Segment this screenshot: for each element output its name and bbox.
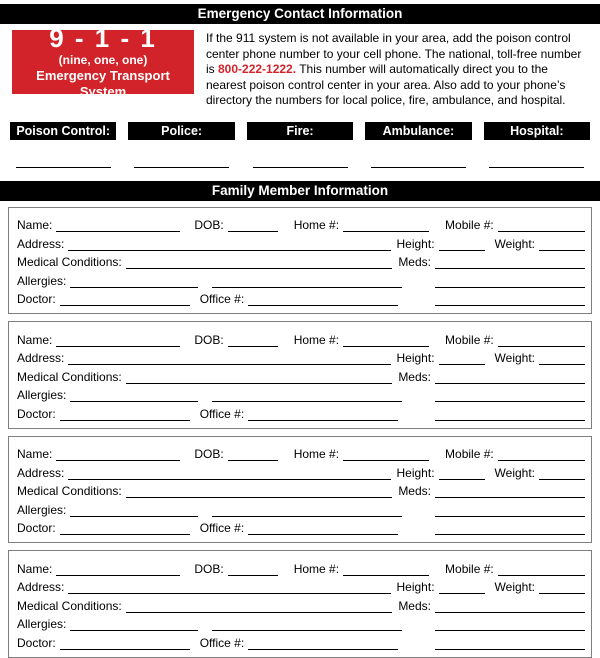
- fire-write-in-line: [253, 166, 348, 168]
- address-write-in-line: [68, 581, 390, 594]
- mobile-phone-write-in-line: [498, 563, 585, 576]
- address-label: Address:: [17, 351, 65, 366]
- meds-continuation-line-2: [435, 408, 585, 421]
- mobile-phone-label: Mobile #:: [445, 218, 494, 233]
- emergency-contact-title: Emergency Contact Information: [197, 6, 403, 21]
- member-row-name-dob-phones: [17, 557, 585, 576]
- office-phone-write-in-line: [248, 408, 398, 421]
- weight-write-in-line: [539, 467, 585, 480]
- mobile-phone-label: Mobile #:: [445, 332, 494, 347]
- dob-label: DOB:: [194, 332, 224, 347]
- meds-continuation-line: [435, 389, 585, 402]
- member-row-name-dob-phones: [17, 328, 585, 347]
- contact-label-fire: Fire:: [247, 122, 353, 140]
- member-row-name-dob-phones: [17, 214, 585, 233]
- emergency-contacts-label-row: [0, 122, 600, 140]
- height-label: Height:: [396, 465, 435, 480]
- member-row-allergies: [17, 269, 585, 288]
- weight-write-in-line: [539, 581, 585, 594]
- medical-conditions-label: Medical Conditions:: [17, 484, 122, 499]
- address-label: Address:: [17, 236, 65, 251]
- doctor-write-in-line: [60, 408, 190, 421]
- member-row-doctor-office: [17, 517, 585, 536]
- dob-write-in-line: [228, 448, 278, 461]
- address-label: Address:: [17, 580, 65, 595]
- medical-conditions-write-in-line: [126, 256, 393, 269]
- doctor-write-in-line: [60, 637, 190, 650]
- office-phone-label: Office #:: [199, 406, 245, 421]
- meds-continuation-line-2: [435, 522, 585, 535]
- dob-write-in-line: [228, 563, 278, 576]
- height-write-in-line: [439, 467, 485, 480]
- home-phone-write-in-line: [343, 563, 429, 576]
- allergies-label: Allergies:: [17, 388, 67, 403]
- office-phone-label: Office #:: [199, 292, 245, 307]
- member-row-conditions-meds: [17, 365, 585, 384]
- doctor-write-in-line: [60, 522, 190, 535]
- poison-control-write-in-line: [16, 166, 111, 168]
- name-label: Name:: [17, 561, 53, 576]
- dob-label: DOB:: [194, 218, 224, 233]
- weight-label: Weight:: [494, 580, 535, 595]
- contact-label-poison-control: Poison Control:: [10, 122, 116, 140]
- meds-continuation-line: [435, 618, 585, 631]
- mobile-phone-write-in-line: [498, 219, 585, 232]
- name-write-in-line: [56, 334, 180, 347]
- emergency-911-section: [0, 24, 600, 109]
- allergies-label: Allergies:: [17, 502, 67, 517]
- doctor-label: Doctor:: [17, 292, 56, 307]
- meds-write-in-line: [435, 600, 585, 613]
- family-member-block-2: [8, 321, 592, 429]
- allergies-continuation-line: [212, 504, 402, 517]
- dob-label: DOB:: [194, 561, 224, 576]
- member-row-address-height-weight: [17, 576, 585, 595]
- doctor-label: Doctor:: [17, 635, 56, 650]
- meds-label: Meds:: [398, 484, 431, 499]
- contact-label-ambulance: Ambulance:: [365, 122, 471, 140]
- medical-conditions-write-in-line: [126, 485, 393, 498]
- family-member-blocks: [0, 207, 600, 658]
- home-phone-label: Home #:: [293, 447, 340, 462]
- address-write-in-line: [68, 467, 390, 480]
- member-row-allergies: [17, 498, 585, 517]
- office-phone-write-in-line: [248, 293, 398, 306]
- family-member-block-4: [8, 550, 592, 658]
- member-row-allergies: [17, 384, 585, 403]
- weight-label: Weight:: [494, 236, 535, 251]
- home-phone-write-in-line: [343, 448, 429, 461]
- meds-write-in-line: [435, 485, 585, 498]
- allergies-write-in-line: [70, 504, 198, 517]
- height-label: Height:: [396, 580, 435, 595]
- height-write-in-line: [439, 238, 485, 251]
- home-phone-write-in-line: [343, 219, 429, 232]
- 911-subtitle: Emergency Transport System: [36, 67, 170, 99]
- dob-label: DOB:: [194, 447, 224, 462]
- emergency-contact-header-bar: [0, 4, 600, 24]
- family-member-block-3: [8, 436, 592, 544]
- medical-conditions-label: Medical Conditions:: [17, 255, 122, 270]
- name-label: Name:: [17, 218, 53, 233]
- name-write-in-line: [56, 563, 180, 576]
- meds-write-in-line: [435, 256, 585, 269]
- 911-words: (nine, one, one): [58, 52, 148, 67]
- allergies-label: Allergies:: [17, 617, 67, 632]
- ambulance-write-in-line: [371, 166, 466, 168]
- member-row-doctor-office: [17, 288, 585, 307]
- medical-conditions-label: Medical Conditions:: [17, 598, 122, 613]
- meds-label: Meds:: [398, 369, 431, 384]
- instructions-text-before: If the 911 system is not available in your area, add the poison control center phone number to your cell phone. The national, toll-free number is: [206, 31, 582, 77]
- poison-control-phone-number: 800-222-1222.: [218, 62, 297, 77]
- mobile-phone-label: Mobile #:: [445, 447, 494, 462]
- medical-conditions-label: Medical Conditions:: [17, 369, 122, 384]
- doctor-label: Doctor:: [17, 406, 56, 421]
- hospital-write-in-line: [489, 166, 584, 168]
- name-write-in-line: [56, 219, 180, 232]
- weight-write-in-line: [539, 352, 585, 365]
- name-write-in-line: [56, 448, 180, 461]
- allergies-label: Allergies:: [17, 273, 67, 288]
- allergies-write-in-line: [70, 275, 198, 288]
- allergies-continuation-line: [212, 618, 402, 631]
- name-label: Name:: [17, 447, 53, 462]
- allergies-continuation-line: [212, 389, 402, 402]
- home-phone-label: Home #:: [293, 218, 340, 233]
- address-write-in-line: [68, 352, 390, 365]
- mobile-phone-write-in-line: [498, 448, 585, 461]
- office-phone-label: Office #:: [199, 635, 245, 650]
- height-write-in-line: [439, 352, 485, 365]
- doctor-label: Doctor:: [17, 521, 56, 536]
- home-phone-write-in-line: [343, 334, 429, 347]
- office-phone-write-in-line: [248, 522, 398, 535]
- allergies-write-in-line: [70, 618, 198, 631]
- member-row-doctor-office: [17, 402, 585, 421]
- height-label: Height:: [396, 351, 435, 366]
- dob-write-in-line: [228, 219, 278, 232]
- family-member-title: Family Member Information: [211, 182, 389, 198]
- emergency-contacts-write-in-row: [0, 166, 600, 168]
- family-member-header-bar: [0, 181, 600, 201]
- member-row-allergies: [17, 613, 585, 632]
- contact-label-hospital: Hospital:: [484, 122, 590, 140]
- medical-conditions-write-in-line: [126, 371, 393, 384]
- dob-write-in-line: [228, 334, 278, 347]
- weight-write-in-line: [539, 238, 585, 251]
- mobile-phone-label: Mobile #:: [445, 561, 494, 576]
- meds-continuation-line: [435, 275, 585, 288]
- member-row-address-height-weight: [17, 347, 585, 366]
- meds-continuation-line-2: [435, 637, 585, 650]
- office-phone-label: Office #:: [199, 521, 245, 536]
- mobile-phone-write-in-line: [498, 334, 585, 347]
- police-write-in-line: [134, 166, 229, 168]
- allergies-write-in-line: [70, 389, 198, 402]
- address-write-in-line: [68, 238, 390, 251]
- meds-continuation-line: [435, 504, 585, 517]
- meds-label: Meds:: [398, 255, 431, 270]
- instructions-text-after: This number will automatically direct you to the nearest poison control center in your area. Also add to your phone’s directory the numbers for local police, fire, ambulance, and hospital.: [206, 62, 566, 108]
- meds-write-in-line: [435, 371, 585, 384]
- home-phone-label: Home #:: [293, 332, 340, 347]
- weight-label: Weight:: [494, 351, 535, 366]
- member-row-address-height-weight: [17, 232, 585, 251]
- member-row-doctor-office: [17, 631, 585, 650]
- member-row-name-dob-phones: [17, 443, 585, 462]
- height-write-in-line: [439, 581, 485, 594]
- height-label: Height:: [396, 236, 435, 251]
- name-label: Name:: [17, 332, 53, 347]
- medical-conditions-write-in-line: [126, 600, 393, 613]
- address-label: Address:: [17, 465, 65, 480]
- poison-control-instructions: [206, 30, 590, 109]
- 911-number: 9 - 1 - 1: [49, 22, 157, 53]
- home-phone-label: Home #:: [293, 561, 340, 576]
- meds-label: Meds:: [398, 598, 431, 613]
- member-row-conditions-meds: [17, 251, 585, 270]
- member-row-conditions-meds: [17, 594, 585, 613]
- member-row-address-height-weight: [17, 461, 585, 480]
- allergies-continuation-line: [212, 275, 402, 288]
- doctor-write-in-line: [60, 293, 190, 306]
- meds-continuation-line-2: [435, 293, 585, 306]
- office-phone-write-in-line: [248, 637, 398, 650]
- weight-label: Weight:: [494, 465, 535, 480]
- 911-red-box: [12, 22, 194, 99]
- member-row-conditions-meds: [17, 480, 585, 499]
- family-member-block-1: [8, 207, 592, 315]
- contact-label-police: Police:: [128, 122, 234, 140]
